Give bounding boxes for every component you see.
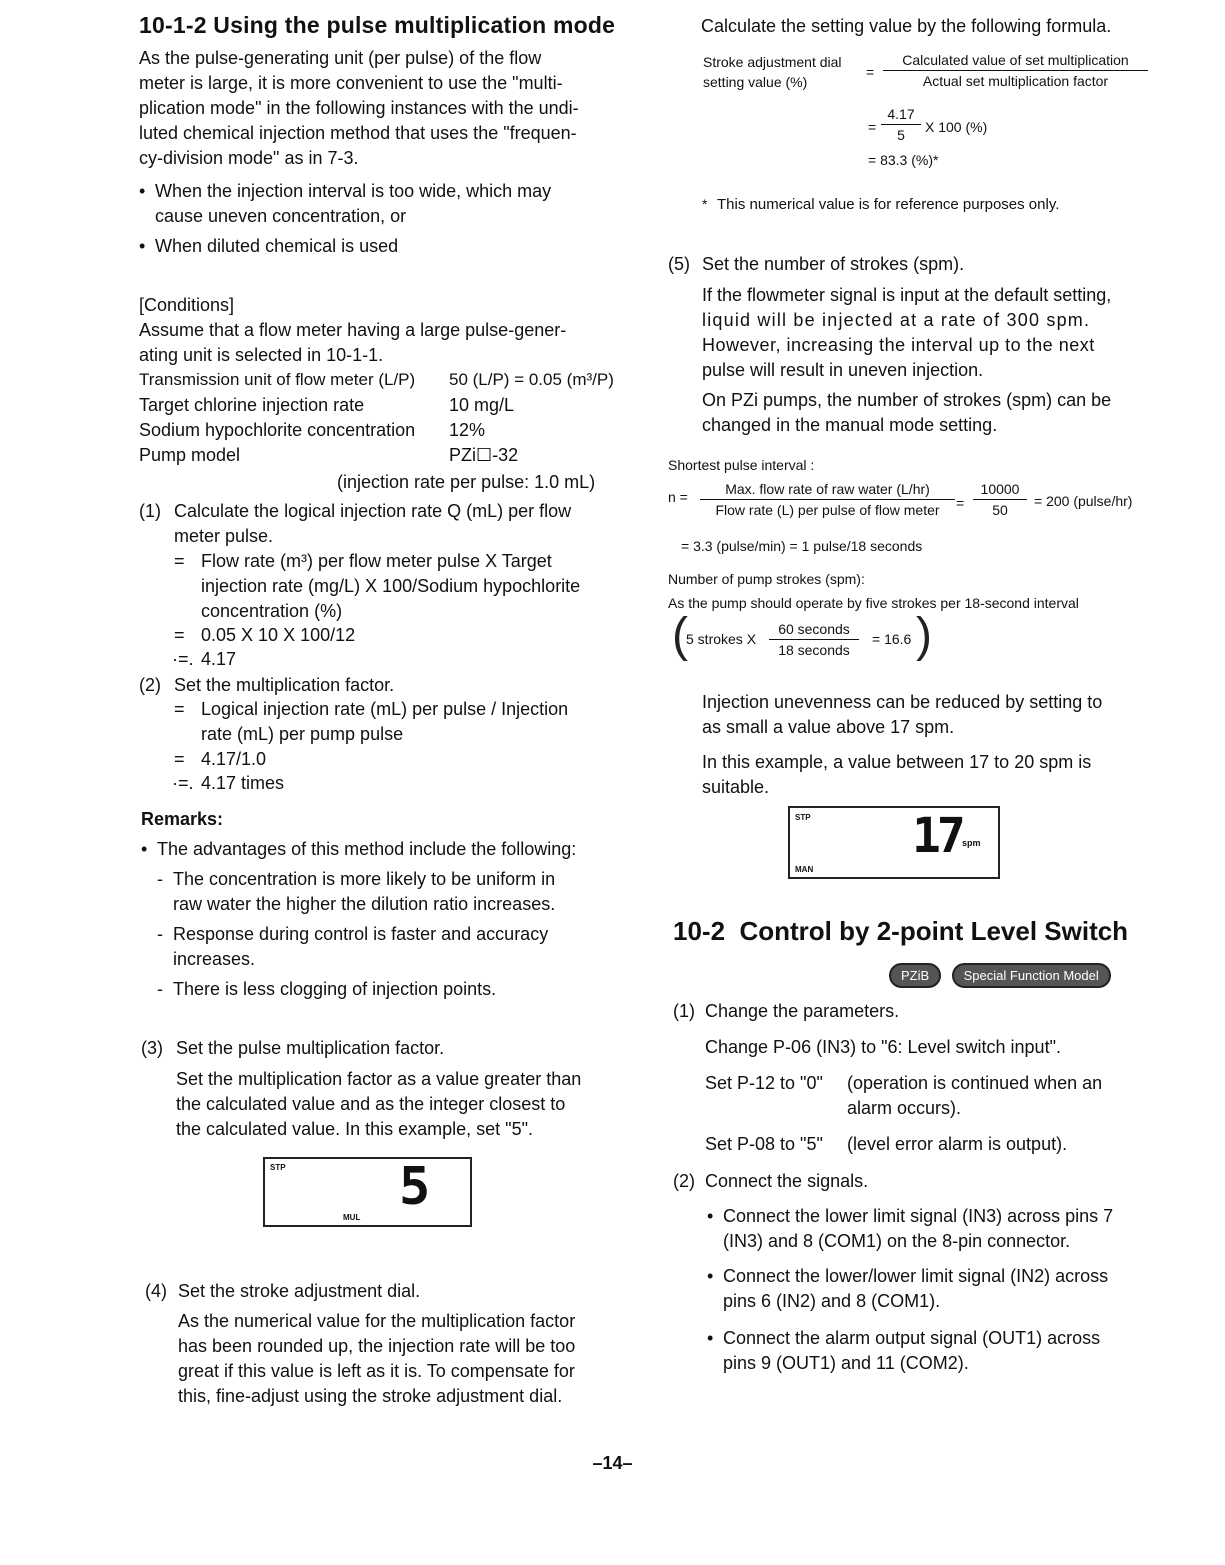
dash-icon: -: [157, 924, 163, 944]
lcd-display-manual: [788, 806, 1000, 879]
step-body: [702, 388, 1111, 438]
intro-line: cy-division mode" as in 7-3.: [139, 148, 359, 168]
signal-line: Connect the lower limit signal (IN3) across pins 7: [723, 1206, 1114, 1226]
step-body-line: On PZi pumps, the number of strokes (spm) can be: [702, 390, 1112, 410]
conditions-value: 12%: [449, 420, 486, 440]
step-body-line: the calculated value. In this example, set "5".: [176, 1119, 533, 1139]
bullet-dot-icon: •: [707, 1266, 714, 1286]
step-body: [702, 283, 1111, 383]
conditions-label: Sodium hypochlorite concentration: [139, 420, 416, 440]
equation-line: Logical injection rate (mL) per pulse / Injection: [201, 699, 569, 719]
n-result: = 200 (pulse/hr): [1034, 493, 1133, 509]
left-paren-icon: (: [672, 609, 688, 662]
step-body: [176, 1067, 581, 1142]
conditions-label: Target chlorine injection rate: [139, 395, 365, 415]
equals-sign: =: [174, 699, 185, 719]
signal-line: Connect the lower/lower limit signal (IN2) across: [723, 1266, 1109, 1286]
shortest-label: Shortest pulse interval :: [668, 457, 815, 473]
equation-line: concentration (%): [201, 601, 343, 621]
lcd-value: 17: [912, 808, 962, 864]
step-number: (2): [139, 675, 161, 695]
signal-line: Connect the alarm output signal (OUT1) across: [723, 1328, 1101, 1348]
footnote-mark: *: [702, 196, 708, 212]
remarks-line: raw water the higher the dilution ratio increases.: [173, 894, 556, 914]
badge-pzib: PZiB: [889, 963, 941, 988]
lcd-display-multiplication: [263, 1157, 472, 1227]
equation-text: [201, 549, 580, 624]
conditions-row: [139, 395, 617, 420]
remarks-heading: Remarks:: [141, 809, 224, 829]
equation-value: 4.17/1.0: [201, 749, 267, 769]
step-number: (1): [673, 1001, 695, 1021]
fraction-numerator: 10000: [973, 479, 1027, 500]
signal-item: [707, 1264, 1108, 1314]
page-number: –14–: [592, 1453, 633, 1473]
remarks-line: There is less clogging of injection points.: [173, 979, 497, 999]
remarks-line: Response during control is faster and accuracy: [173, 924, 549, 944]
bullet-dot-icon: •: [707, 1206, 714, 1226]
equals-sign: =: [868, 119, 877, 135]
bullet-dot-icon: •: [141, 839, 148, 859]
strokes-label: Number of pump strokes (spm):: [668, 571, 865, 587]
param-line: Change P-06 (IN3) to "6: Level switch input".: [705, 1037, 1061, 1057]
equation-line: Flow rate (m³) per flow meter pulse X Target: [201, 551, 552, 571]
bullet-line: cause uneven concentration, or: [155, 206, 407, 226]
bullet-item: [139, 234, 398, 259]
lcd-unit: spm: [962, 838, 981, 848]
remarks-item: [157, 977, 496, 1002]
strokes-result: = 16.6: [872, 631, 912, 647]
lcd-tag-man: MAN: [795, 865, 814, 874]
conditions-row: [139, 420, 617, 445]
intro-paragraph: [139, 46, 579, 171]
bullet-dot-icon: •: [139, 236, 146, 256]
paragraph-line: Injection unevenness can be reduced by setting to: [702, 692, 1103, 712]
equals-sign: =: [174, 749, 185, 769]
equation-value: 4.17: [201, 649, 237, 669]
step-body-line: Set the multiplication factor as a value greater than: [176, 1069, 582, 1089]
step-text: [174, 499, 571, 549]
remarks-item: [157, 922, 548, 972]
paragraph-line: as small a value above 17 spm.: [702, 717, 955, 737]
strokes-desc: As the pump should operate by five strokes per 18-second interval: [668, 595, 1079, 611]
lcd-value: 5: [399, 1157, 431, 1217]
formula-lhs-line: Stroke adjustment dial: [703, 54, 842, 70]
conditions-value: 10 mg/L: [449, 395, 515, 415]
conditions-line: Assume that a flow meter having a large pulse-gener-: [139, 320, 567, 340]
remarks-bullet-text: The advantages of this method include the following:: [157, 839, 577, 859]
step-body-line: has been rounded up, the injection rate will be too: [178, 1336, 576, 1356]
n-fraction: [700, 479, 955, 520]
fraction-denominator: 50: [992, 502, 1008, 518]
conditions-heading: [Conditions]: [139, 295, 235, 315]
signal-line: (IN3) and 8 (COM1) on the 8-pin connector.: [723, 1231, 1071, 1251]
fraction-denominator: 5: [897, 127, 905, 143]
formula-lhs: [703, 52, 842, 92]
bullet-line: When the injection interval is too wide, which may: [155, 181, 552, 201]
equals-sign: =: [174, 551, 185, 571]
step-body-line: liquid will be injected at a rate of 300 spm.: [702, 310, 1091, 330]
footnote: This numerical value is for reference purposes only.: [717, 196, 1060, 213]
paragraph: [702, 750, 1091, 800]
n-fraction-values: [973, 479, 1027, 520]
formula-result: = 83.3 (%)*: [868, 152, 939, 168]
fraction-denominator: 18 seconds: [778, 642, 850, 658]
formula-fraction: [883, 50, 1148, 91]
equation-line: rate (mL) per pump pulse: [201, 724, 404, 744]
fraction-numerator: 4.17: [881, 104, 921, 125]
step-body: [178, 1309, 575, 1409]
conditions-label: Transmission unit of flow meter (L/P): [139, 370, 416, 389]
remarks-line: increases.: [173, 949, 256, 969]
equation-line: injection rate (mg/L) X 100/Sodium hypochlorite: [201, 576, 581, 596]
step-body-line: changed in the manual mode setting.: [702, 415, 998, 435]
step-number: (2): [673, 1171, 695, 1191]
intro-line: meter is large, it is more convenient to use the "multi-: [139, 73, 563, 93]
dash-icon: -: [157, 869, 163, 889]
equation-value: 4.17 times: [201, 773, 285, 793]
paragraph-line: In this example, a value between 17 to 20 spm is: [702, 752, 1092, 772]
intro-line: luted chemical injection method that uses the "frequen-: [139, 123, 577, 143]
lcd-tag-stp: STP: [795, 813, 811, 822]
step-number: (1): [139, 501, 161, 521]
lcd-tag-mul: MUL: [343, 1213, 361, 1222]
remarks-line: The concentration is more likely to be uniform in: [173, 869, 556, 889]
step-body-line: If the flowmeter signal is input at the default setting,: [702, 285, 1112, 305]
formula-intro: Calculate the setting value by the following formula.: [701, 16, 1112, 36]
remarks-bullet: [141, 837, 576, 862]
n-line2: = 3.3 (pulse/min) = 1 pulse/18 seconds: [681, 538, 923, 554]
param-setting: Set P-12 to "0": [705, 1073, 823, 1093]
strokes-pre: 5 strokes X: [686, 631, 757, 647]
lcd-tag-stp: STP: [270, 1163, 286, 1172]
section-title-10-2: 10-2 Control by 2-point Level Switch: [673, 916, 1129, 946]
remarks-item: [157, 867, 555, 917]
right-paren-icon: ): [916, 609, 932, 662]
equals-sign: =: [956, 495, 965, 511]
step-text: Set the multiplication factor.: [174, 675, 395, 695]
formula-fraction: [881, 104, 921, 145]
param-desc: (level error alarm is output).: [847, 1134, 1068, 1154]
param-desc-line: alarm occurs).: [847, 1098, 962, 1118]
signal-line: pins 9 (OUT1) and 11 (COM2).: [723, 1353, 969, 1373]
bullet-item: [139, 179, 551, 229]
intro-line: As the pulse-generating unit (per pulse) of the flow: [139, 48, 542, 68]
equals-sign: =: [866, 64, 875, 80]
fraction-numerator: 60 seconds: [769, 619, 859, 640]
step-line: meter pulse.: [174, 526, 274, 546]
step-body-line: the calculated value and as the integer closest to: [176, 1094, 566, 1114]
fraction-denominator: Flow rate (L) per pulse of flow meter: [715, 502, 940, 518]
badge-special-function-model: Special Function Model: [952, 963, 1111, 988]
step-text: Set the pulse multiplication factor.: [176, 1038, 445, 1058]
signal-item: [707, 1204, 1113, 1254]
fraction-numerator: Calculated value of set multiplication: [883, 50, 1148, 71]
param-desc-line: (operation is continued when an: [847, 1073, 1103, 1093]
signal-item: [707, 1326, 1100, 1376]
fraction-numerator: Max. flow rate of raw water (L/hr): [700, 479, 955, 500]
step-number: (5): [668, 254, 690, 274]
bullet-dot-icon: •: [707, 1328, 714, 1348]
signal-line: pins 6 (IN2) and 8 (COM1).: [723, 1291, 941, 1311]
equation-text: [201, 697, 568, 747]
paragraph-line: suitable.: [702, 777, 770, 797]
bullet-dot-icon: •: [139, 181, 146, 201]
conditions-label: Pump model: [139, 445, 241, 465]
step-text: Set the stroke adjustment dial.: [178, 1281, 421, 1301]
step-body-line: As the numerical value for the multiplication factor: [178, 1311, 576, 1331]
strokes-fraction: [769, 619, 859, 660]
dash-icon: -: [157, 979, 163, 999]
bullet-line: When diluted chemical is used: [155, 236, 399, 256]
intro-line: plication mode" in the following instances with the undi-: [139, 98, 579, 118]
conditions-line: ating unit is selected in 10-1-1.: [139, 345, 384, 365]
conditions-row: [139, 445, 617, 470]
step-body-line: However, increasing the interval up to the next: [702, 335, 1095, 355]
step-number: (3): [141, 1038, 163, 1058]
pump-note: (injection rate per pulse: 1.0 mL): [337, 472, 596, 492]
equation-value: 0.05 X 10 X 100/12: [201, 625, 356, 645]
step-body-line: this, fine-adjust using the stroke adjustment dial.: [178, 1386, 563, 1406]
n-lhs: n =: [668, 489, 688, 505]
paragraph: [702, 690, 1102, 740]
step-body-line: great if this value is left as it is. To compensate for: [178, 1361, 575, 1381]
param-desc: [847, 1071, 1102, 1121]
conditions-value: PZi☐-32: [449, 445, 519, 465]
equals-sign: =: [174, 625, 185, 645]
step-text: Set the number of strokes (spm).: [702, 254, 965, 274]
param-setting: Set P-08 to "5": [705, 1134, 823, 1154]
step-text: Connect the signals.: [705, 1171, 869, 1191]
conditions-row: [139, 370, 617, 395]
step-text: Change the parameters.: [705, 1001, 900, 1021]
formula-lhs-line: setting value (%): [703, 74, 808, 90]
section-title-10-1-2: 10-1-2 Using the pulse multiplication mode: [139, 12, 616, 38]
conditions-value: 50 (L/P) = 0.05 (m³/P): [449, 370, 614, 389]
step-line: Calculate the logical injection rate Q (mL) per flow: [174, 501, 572, 521]
model-badges: [883, 963, 1111, 988]
step-body-line: pulse will result in uneven injection.: [702, 360, 984, 380]
approx-sign: ·=.: [172, 773, 194, 793]
approx-sign: ·=.: [172, 649, 194, 669]
conditions-text: [139, 318, 566, 368]
formula-tail: X 100 (%): [925, 119, 988, 135]
step-number: (4): [145, 1281, 167, 1301]
fraction-denominator: Actual set multiplication factor: [922, 73, 1109, 89]
